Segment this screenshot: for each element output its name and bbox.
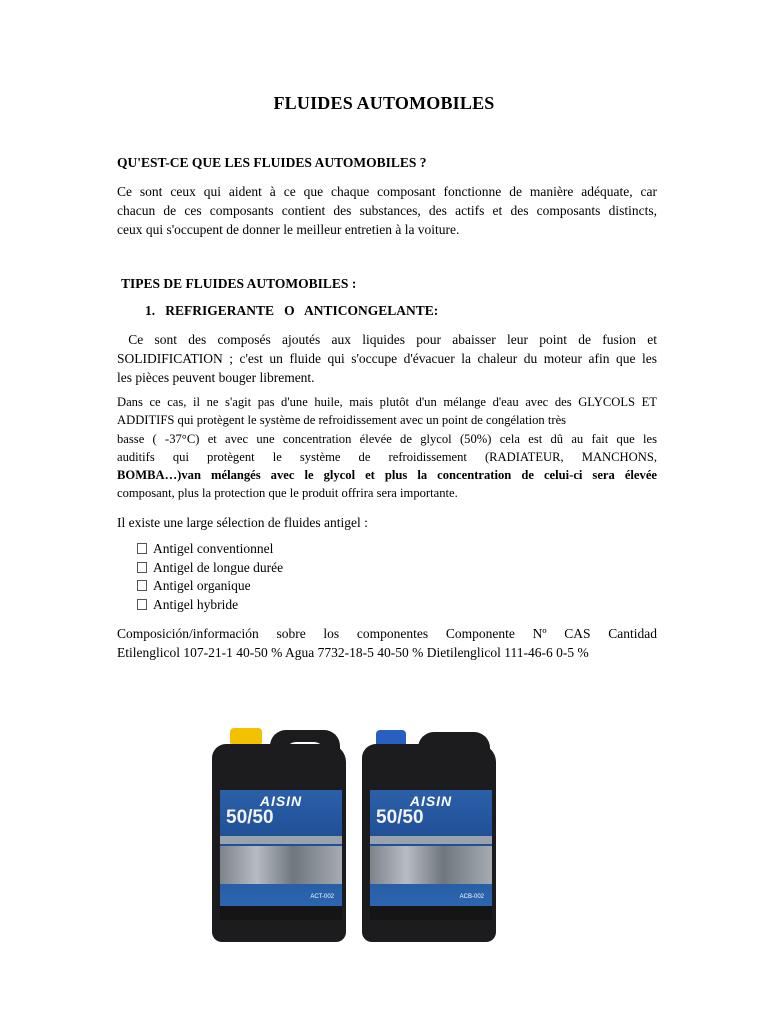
checkbox-square-icon (137, 562, 147, 573)
list-item: Antigel hybride (137, 596, 283, 615)
product-label (220, 790, 342, 920)
paragraph-coolant-definition (117, 330, 657, 387)
text-line: auditifs qui protègent le système de refroidissement (RADIATEUR, MANCHONS, (117, 449, 657, 464)
checkbox-square-icon (137, 599, 147, 610)
text-line: Ce sont des composés ajoutés aux liquides pour abaisser leur point de fusion et (117, 332, 657, 347)
paragraph-definition (117, 182, 657, 239)
coolant-jug-right (360, 724, 500, 944)
text-line: Etilenglicol 107-21-1 40-50 % Agua 7732-18-5 40-50 % Dietilenglicol 111-46-6 0-5 % (117, 645, 589, 660)
page-title: FLUIDES AUTOMOBILES (273, 93, 495, 113)
product-code: ACB-002 (459, 894, 484, 900)
subheading-refrigerante: 1. REFRIGERANTE O ANTICONGELANTE: (145, 303, 439, 318)
brand-logo: AISIN (259, 793, 303, 809)
text-line-bold: BOMBA…)van mélangés avec le glycol et plus la concentration de celui-ci sera élevée (117, 468, 657, 483)
checkbox-square-icon (137, 543, 147, 554)
ratio-label: 50/50 (226, 807, 274, 828)
cap-yellow (230, 728, 262, 744)
antifreeze-list (137, 540, 283, 614)
paragraph-composition (117, 624, 657, 662)
text-line: ceux qui s'occupent de donner le meilleur entretien à la voiture. (117, 222, 460, 237)
text-line: SOLIDIFICATION ; c'est un fluide qui s'occupe d'évacuer la chaleur du moteur afin que les (117, 351, 657, 366)
paragraph-glycol (117, 393, 657, 503)
text-line: les pièces peuvent bouger librement. (117, 370, 315, 385)
list-item: Antigel conventionnel (137, 540, 283, 559)
text-line: ADDITIFS qui protègent le système de refroidissement avec un point de congélation très (117, 413, 567, 428)
product-image (205, 720, 505, 950)
text-line: composant, plus la protection que le produit offrira sera importante. (117, 486, 458, 501)
product-code: ACT-002 (310, 894, 334, 900)
text-line: chacun de ces composants contient des substances, des actifs et des composants distincts, (117, 203, 657, 218)
coolant-jug-left (210, 720, 350, 944)
text-line: basse ( -37°C) et avec une concentration élevée de glycol (50%) cela est dû au fait que les (117, 431, 657, 446)
text-line: Dans ce cas, il ne s'agit pas d'une huile, mais plutôt d'un mélange d'eau avec des GLYCOLS ET (117, 395, 657, 409)
product-label (370, 790, 492, 920)
list-intro: Il existe une large sélection de fluides antigel : (117, 515, 368, 530)
list-item: Antigel de longue durée (137, 559, 283, 578)
text-line: Composición/información sobre los componentes Componente Nº CAS Cantidad (117, 626, 657, 641)
checkbox-square-icon (137, 580, 147, 591)
section-heading-types: TIPES DE FLUIDES AUTOMOBILES : (121, 276, 357, 291)
brand-logo: AISIN (409, 793, 453, 809)
text-line: Ce sont ceux qui aident à ce que chaque composant fonctionne de manière adéquate, car (117, 184, 657, 199)
section-heading-what: QU'EST-CE QUE LES FLUIDES AUTOMOBILES ? (117, 155, 427, 170)
list-item: Antigel organique (137, 577, 283, 596)
ratio-label: 50/50 (376, 807, 424, 828)
